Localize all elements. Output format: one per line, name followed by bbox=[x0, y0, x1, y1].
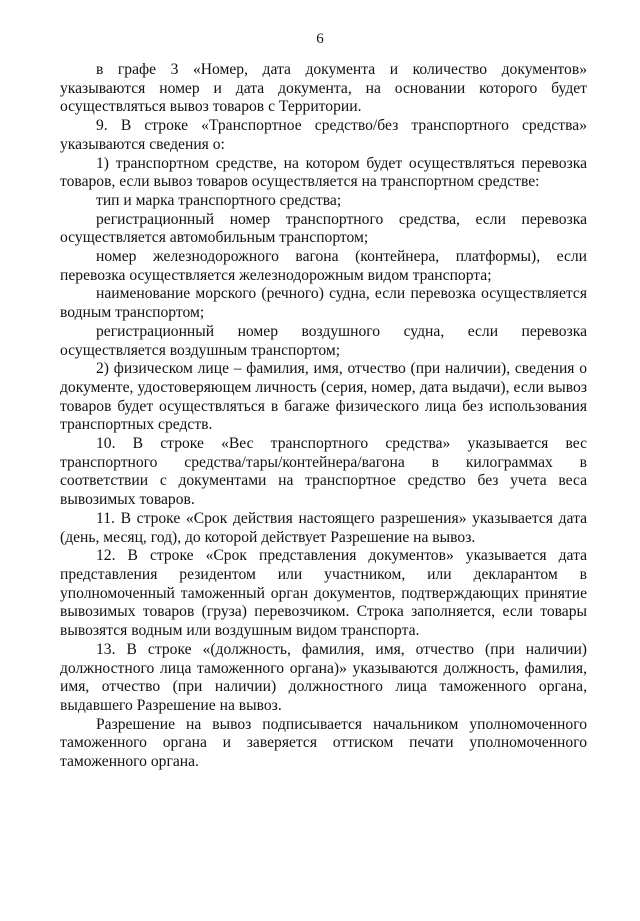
paragraph-vehicle-reg-number: регистрационный номер транспортного средства, если перевозка осуществляется автомобильным транспортом; bbox=[60, 210, 587, 247]
paragraph-item-9-1: 1) транспортном средстве, на котором будет осуществляться перевозка товаров, если вывоз товаров осуществляется на транспортном средстве: bbox=[60, 154, 587, 191]
paragraph-item-10: 10. В строке «Вес транспортного средства» указывается вес транспортного средства/тары/контейнера/вагона в килограммах в соответствии с документами на транспортное средство без учета веса вывозимых товаров. bbox=[60, 435, 587, 509]
paragraph-column-3: в графе 3 «Номер, дата документа и количество документов» указываются номер и дата документа, на основании которого будет осуществляться вывоз товаров с Территории. bbox=[60, 61, 587, 116]
paragraph-item-12: 12. В строке «Срок представления документов» указывается дата представления резидентом или участником, или декларантом в уполномоченный таможенный орган документов, подтверждающих принятие вывозимых товаров (груза) перевозчиком. Строка заполняется, если товары вывозятся водным или воздушным видом транспорта. bbox=[60, 547, 587, 640]
paragraph-vehicle-type: тип и марка транспортного средства; bbox=[96, 191, 342, 209]
paragraph-item-13: 13. В строке «(должность, фамилия, имя, отчество (при наличии) должностного лица таможенного органа)» указываются должность, фамилия, имя, отчество (при наличии) должностного лица таможенного органа, выдавшего Разрешение на вывоз. bbox=[60, 640, 587, 714]
paragraph-item-11: 11. В строке «Срок действия настоящего разрешения» указывается дата (день, месяц, год), до которой действует Разрешение на вывоз. bbox=[60, 509, 587, 546]
paragraph-signature-note: Разрешение на вывоз подписывается начальником уполномоченного таможенного органа и заверяется оттиском печати уполномоченного таможенного органа. bbox=[60, 715, 587, 771]
page-number: 6 bbox=[316, 31, 324, 47]
paragraph-railway-wagon: номер железнодорожного вагона (контейнера, платформы), если перевозка осуществляется железнодорожным видом транспорта; bbox=[60, 248, 587, 284]
paragraph-item-9: 9. В строке «Транспортное средство/без транспортного средства» указываются сведения о: bbox=[60, 117, 587, 153]
paragraph-vessel-name: наименование морского (речного) судна, если перевозка осуществляется водным транспортом; bbox=[60, 285, 587, 322]
document-body bbox=[60, 61, 587, 772]
paragraph-aircraft-reg-number: регистрационный номер воздушного судна, если перевозка осуществляется воздушным транспортом; bbox=[60, 322, 587, 359]
paragraph-item-9-2: 2) физическом лице – фамилия, имя, отчество (при наличии), сведения о документе, удостоверяющем личность (серия, номер, дата выдачи), если вывоз товаров будет осуществляться в багаже физического лица без использования транспортных средств. bbox=[60, 360, 587, 434]
